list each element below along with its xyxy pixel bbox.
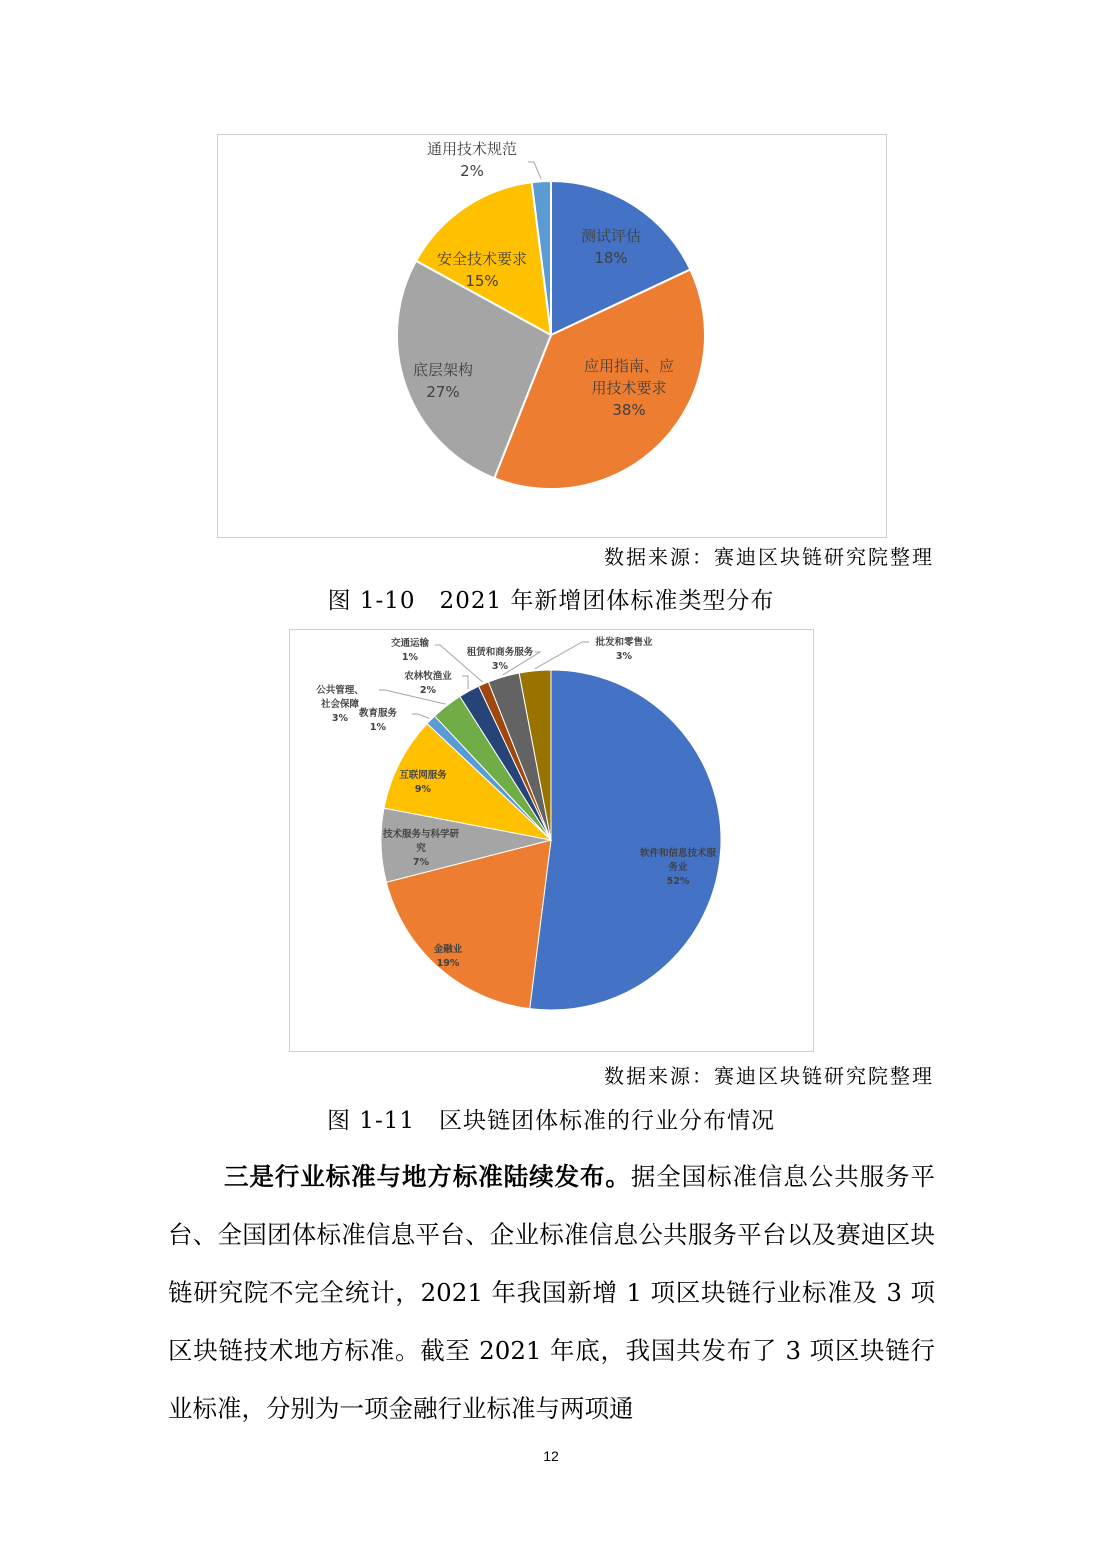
pie-slice-0 xyxy=(530,670,721,1010)
chart-industry-distribution xyxy=(289,629,814,1052)
slice-label-2: 底层架构 27% xyxy=(412,361,474,401)
data-source-1: 数据来源：赛迪区块链研究院整理 xyxy=(604,545,934,569)
slice-label-1: 应用指南、应用技术要求 38% xyxy=(583,357,675,419)
figure-caption-1-11: 图 1-11 区块链团体标准的行业分布情况 xyxy=(327,1108,775,1134)
leader-line-4 xyxy=(528,162,541,179)
chart-standard-types xyxy=(217,134,887,538)
pie-chart-industry-distribution xyxy=(290,630,813,1051)
slice-label-9: 批发和零售业 3% xyxy=(595,637,653,662)
slice-label-0: 软件和信息技术服务业 52% xyxy=(639,848,717,887)
data-source-2: 数据来源：赛迪区块链研究院整理 xyxy=(604,1064,934,1088)
slice-label-0: 测试评估 18% xyxy=(580,227,642,267)
slice-label-5: 公共管理、社会保障 3% xyxy=(316,685,364,724)
slice-label-7: 交通运输 1% xyxy=(390,638,430,663)
slice-label-4: 教育服务 1% xyxy=(358,708,398,733)
paragraph-body: 据全国标准信息公共服务平台、全国团体标准信息平台、企业标准信息公共服务平台以及赛迪区块链研究院不完全统计，2021 年我国新增 1 项区块链行业标准及 3 项区块链技术地方标准。截至 2021 年底，我国共发布了 3 项区块链行业标准，分别为一项金融行业标准与两项通 xyxy=(168,1162,936,1423)
slice-label-3: 安全技术要求 15% xyxy=(436,250,528,290)
paragraph-lead: 三是行业标准与地方标准陆续发布。 xyxy=(224,1162,631,1191)
slice-label-4: 通用技术规范 2% xyxy=(426,140,518,180)
slice-label-8: 租赁和商务服务 3% xyxy=(466,647,534,672)
leader-line-6 xyxy=(462,676,468,689)
slice-label-2: 技术服务与科学研究 7% xyxy=(382,829,460,868)
page-number: 12 xyxy=(543,1448,559,1464)
leader-line-4 xyxy=(412,714,429,718)
slice-label-3: 互联网服务 9% xyxy=(399,770,447,795)
leader-line-9 xyxy=(535,642,589,669)
slice-label-6: 农林牧渔业 2% xyxy=(404,671,452,696)
figure-caption-1-10: 图 1-10 2021 年新增团体标准类型分布 xyxy=(327,588,775,614)
slice-label-1: 金融业 19% xyxy=(433,944,463,969)
pie-chart-standard-types xyxy=(218,135,886,537)
body-paragraph xyxy=(168,1148,935,1438)
